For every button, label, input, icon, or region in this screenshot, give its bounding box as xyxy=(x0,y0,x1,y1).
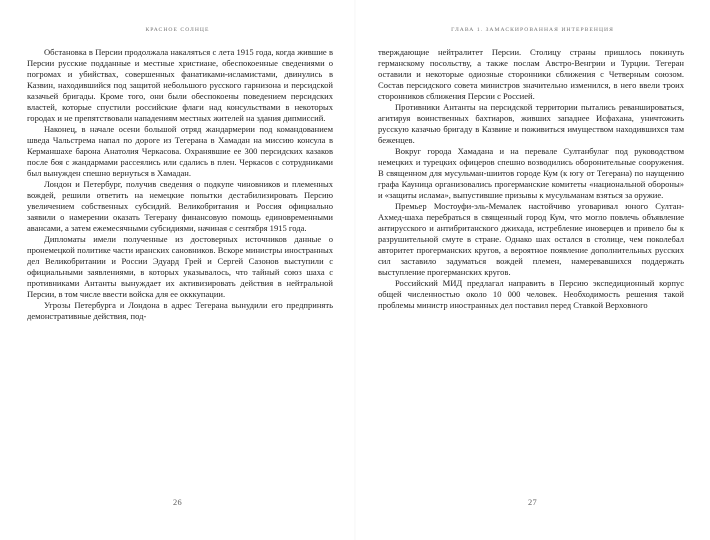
paragraph: Угрозы Петербурга и Лондона в адрес Тегерана вынудили его предпринять демонстративные действия, под- xyxy=(27,299,333,321)
running-head-left: КРАСНОЕ СОЛНЦЕ xyxy=(145,27,210,33)
page-right xyxy=(355,0,710,540)
page-number-right: 27 xyxy=(528,498,537,507)
paragraph: Вокруг города Хамадана и на перевале Султанбулаг под руководством немецких и турецких офицеров спешно возводились оборонительные сооружения. В священном для мусульман-шиитов городе Кум (к югу от Тегерана) по наущению графа Кауница организовались прогерманские комитеты «национальной обороны» и «защиты ислама», выпустившие призывы к мусульманам взяться за оружие. xyxy=(378,145,684,200)
paragraph: Противники Антанты на персидской территории пытались реваншироваться, агитируя воинственных бахтиаров, живших западнее Исфахана, уничтожить русскую казачью бригаду в Казвине и поживиться имуществом находившихся там беженцев. xyxy=(378,101,684,145)
page-number-left: 26 xyxy=(173,498,182,507)
running-head-right: ГЛАВА 1. ЗАМАСКИРОВАННАЯ ИНТЕРВЕНЦИЯ xyxy=(451,27,614,33)
paragraph: Обстановка в Персии продолжала накаляться с лета 1915 года, когда жившие в Персии русские подданные и местные христиане, обеспокоенные сведениями о погромах и убийствах, совершенных фанатиками-исламистами, двинулись в Казвин, находившийся под защитой небольшого русского гарнизона и персидской казачьей бригады. Кроме того, они были обеспокоены поведением персидских властей, которые спустили российские флаги над консульствами в некоторых городах и не препятствовали нападениям местных жителей на здания дипмиссий. xyxy=(27,47,333,123)
paragraph: Премьер Мостоуфи-эль-Мемалек настойчиво уговаривал юного Султан-Ахмед-шаха перебраться в священный город Кум, что могло повлечь объявление антирусского и антибританского джихада, истребление иноверцев и привело бы к разрушительной смуте в стране. Однако шах остался в столице, чем поколебал авторитет прогерманских кругов, а вероятное появление дополнительных русских сил заставило задуматься вождей племен, намеревавшихся поддержать выступление прогерманских кругов. xyxy=(378,200,684,277)
paragraph: тверждающие нейтралитет Персии. Столицу страны пришлось покинуть германскому посольству, а также послам Австро-Венгрии и Турции. Тегеран оставили и некоторые одиозные сторонники сближения с Четверным союзом. Состав персидского совета министров значительно изменился, в него ввели троих сторонников сближения Персии с Россией. xyxy=(378,47,684,101)
paragraph: Наконец, в начале осени большой отряд жандармерии под командованием шведа Чальстрема напал по дороге из Тегерана в Хамадан на миссию консула в Керманшахе барона Анатолия Черкасова. Охранявшие ее 300 персидских казаков после боя с жандармами рассеялись или сдались в плен. Черкасов с сотрудниками был вынужден спешно вернуться в Хамадан. xyxy=(27,123,333,178)
paragraph: Лондон и Петербург, получив сведения о подкупе чиновников и племенных вождей, решили ответить на немецкие попытки дестабилизировать Персию увеличением собственных субсидий. Великобритания и Россия официально заявили о намерении оказать Тегерану финансовую помощь единовременными авансами, а затем ежемесячными субсидиями, начиная с сентября 1915 года. xyxy=(27,178,333,233)
paragraph: Дипломаты имели полученные из достоверных источников данные о пронемецкой политике части иранских сановников. Вскоре министры иностранных дел Великобритании и России Эдуард Грей и Сергей Сазонов выступили с официальными заявлениями, в которых указывалось, что тайный союз шаха с противниками Антанты вынуждает их активизировать действия в нейтральной Персии, в том числе ввести войска для ее окккупации. xyxy=(27,233,333,299)
text-column-right xyxy=(378,47,684,311)
text-column-left xyxy=(27,47,333,322)
paragraph: Российский МИД предлагал направить в Персию экспедиционный корпус общей численностью около 10 000 человек. Необходимость решения такой проблемы министр иностранных дел поставил перед Ставкой Верховного xyxy=(378,277,684,310)
